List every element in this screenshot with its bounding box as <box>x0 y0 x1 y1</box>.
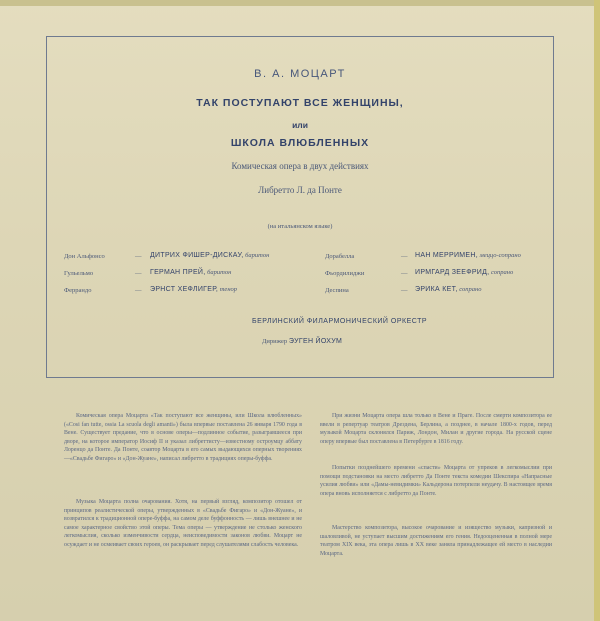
language-note: (на итальянском языке) <box>267 223 333 230</box>
cast-performer: ГЕРМАН ПРЕЙ, баритон <box>150 269 232 276</box>
cast-dash: — <box>401 270 408 277</box>
title-conjunction: или <box>292 120 308 130</box>
libretto-line: Либретто Л. да Понте <box>258 185 342 195</box>
cast-dash: — <box>135 287 142 294</box>
cast-dash: — <box>401 287 408 294</box>
notes-paragraph: Попытки позднейшего времени «спасти» Моцарта от упреков в легкомыслии при помощи подстановки на место либретто Да Понте текста комедии Шекспира «Напрасные усилия любви» или «Дамы-невидимки» Кальдерона потерпели неудачу. В настоящее время опера вновь исполняется с либретто да Понте. <box>320 465 552 497</box>
sleeve-right-edge <box>594 0 600 621</box>
cast-role: Дон Альфонсо <box>64 253 105 260</box>
cast-dash: — <box>135 270 142 277</box>
notes-paragraph: Комическая опера Моцарта «Так поступают все женщины, или Школа влюбленных» («Cosi fan tutte, ossia La scuola degli amanti») была впервые поставлена 26 января 1790 года в Вене. Существует предание, что в основе оперы—подлинное событие, разыгравшееся при дворе, на которое император Иосиф II и указал либреттисту—известному остроумцу аббату Лоренцо да Понте. Да Понте, соавтор Моцарта в его самых выдающихся оперных творениях—«Свадьбе Фигаро» и «Дон-Жуане», написал либретто в традициях оперы-буффа. <box>64 413 302 462</box>
cast-role: Феррандо <box>64 287 92 294</box>
sleeve-top-edge <box>0 0 600 6</box>
composer-name: В. А. МОЦАРТ <box>254 68 346 80</box>
cast-performer: НАН МЕРРИМЕН, меццо-сопрано <box>415 252 521 259</box>
cast-performer: ЭРИКА КЕТ, сопрано <box>415 286 482 293</box>
cast-dash: — <box>401 253 408 260</box>
genre-line: Комическая опера в двух действиях <box>231 161 369 171</box>
cast-dash: — <box>135 253 142 260</box>
cast-role: Дорабелла <box>325 253 355 260</box>
notes-paragraph: При жизни Моцарта опера шла только в Вене и Праге. После смерти композитора ее ввели в репертуар театров Дрездена, Берлина, а позднее, в начале 1800-х годов, перед музыкой Моцарта склонялся Париж, Лондон, Милан и другие города. На русской сцене оперу впервые был поставлена в Петербурге в 1816 году. <box>320 413 552 445</box>
opera-title: ТАК ПОСТУПАЮТ ВСЕ ЖЕНЩИНЫ, <box>196 97 404 109</box>
cast-performer: ЭРНСТ ХЕФЛИГЕР, тенор <box>150 286 238 293</box>
cast-performer: ИРМГАРД ЗЕЕФРИД, сопрано <box>415 269 514 276</box>
cast-performer: ДИТРИХ ФИШЕР-ДИСКАУ, баритон <box>150 252 270 259</box>
cast-role: Фьордилиджи <box>325 270 365 277</box>
conductor-line: Дирижер ЭУГЕН ЙОХУМ <box>262 338 343 345</box>
orchestra-name: БЕРЛИНСКИЙ ФИЛАРМОНИЧЕСКИЙ ОРКЕСТР <box>252 318 428 325</box>
title-frame <box>46 36 554 378</box>
cast-role: Деспина <box>325 287 349 294</box>
notes-paragraph: Музыка Моцарта полна очарования. Хотя, на первый взгляд, композитор отошел от принципов реалистической оперы, утвержденных в «Свадьбе Фигаро» и «Дон-Жуане», и возвратился к традиционной опере-буффа, на самом деле буффонность — лишь внешнее и не самое характерное свойство этой оперы. Тема оперы — утверждение не столько женского легкомыслия, сколько изменчивости сердца, неисповедимости законов любви. Моцарт не осуждает и не осмеивает своих героев, он раскрывает перед слушателями слабость человека. <box>64 499 302 548</box>
cast-role: Гульельмо <box>64 270 94 277</box>
notes-paragraph: Мастерство композитора, высокое очарование и изящество музыки, капризной и шаловливой, не уступает высшим достижениям его гения. Недооцененная в полной мере театром XIX века, эта опера лишь в XX веке заняла принадлежащее ей место в наследии Моцарта. <box>320 525 552 557</box>
opera-alt-title: ШКОЛА ВЛЮБЛЕННЫХ <box>230 137 370 149</box>
